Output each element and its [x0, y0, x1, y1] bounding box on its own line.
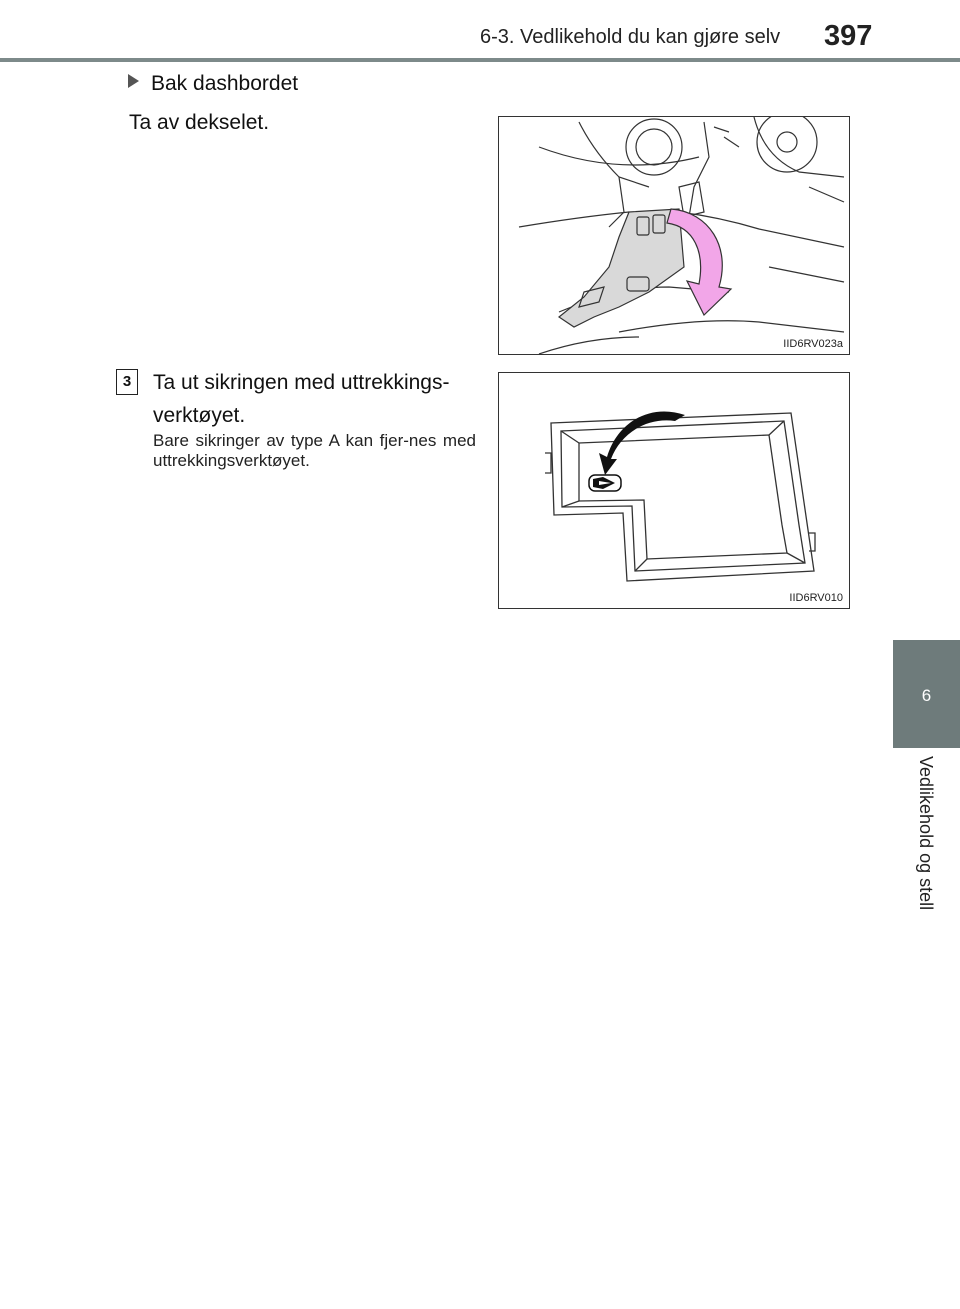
step-number-box: 3 [116, 369, 138, 395]
fuse-box-illustration [498, 372, 850, 609]
bullet-heading-text: Bak dashbordet [151, 72, 299, 95]
dashboard-cover-illustration [498, 116, 850, 355]
chapter-number: 6 [921, 686, 932, 705]
figure-code: IID6RV023a [783, 338, 843, 350]
fuse-box-drawing [499, 373, 849, 608]
chapter-tab [893, 640, 960, 748]
chapter-label: Vedlikehold og stell [916, 756, 936, 911]
triangle-bullet-icon [128, 74, 139, 88]
figure-code: IID6RV010 [789, 592, 843, 604]
section-title: 6-3. Vedlikehold du kan gjøre selv [480, 26, 781, 48]
step-text-line2: verktøyet. [153, 404, 246, 427]
extraction-tool-icon [589, 475, 621, 491]
instruction-remove-cover: Ta av dekselet. [129, 111, 270, 134]
fuse-note: Bare sikringer av type A kan fjer-nes med uttrekkingsverktøyet. [153, 431, 476, 470]
dashboard-drawing [499, 117, 849, 354]
step-text-line1: Ta ut sikringen med uttrekkings- [153, 371, 450, 394]
header-rule [0, 58, 960, 62]
page-number: 397 [824, 20, 873, 52]
step-text [153, 366, 476, 432]
bullet-heading [128, 72, 298, 96]
